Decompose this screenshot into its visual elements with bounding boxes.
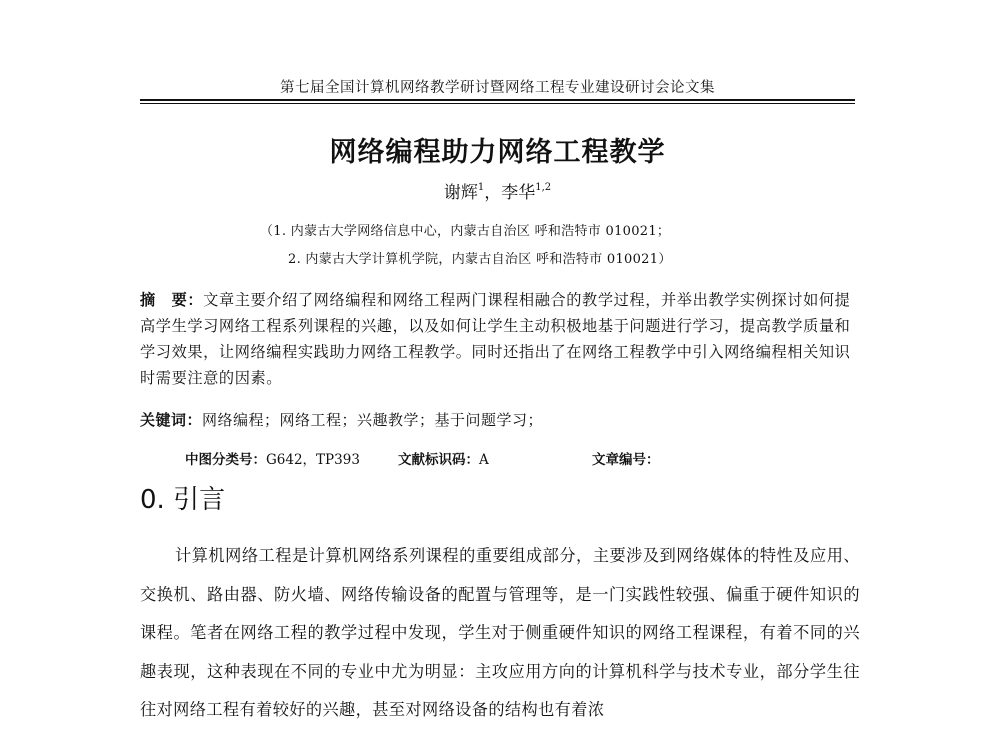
article-number [592,448,660,468]
keywords-label: 关键词： [140,411,203,429]
author-affiliation-mark: 1,2 [535,182,552,193]
author-affiliation-mark: 1 [477,182,485,193]
clc-label: 中图分类号： [185,452,266,468]
affiliation-line: 2. 内蒙古大学计算机学院，内蒙古自治区 呼和浩特市 010021） [288,252,672,267]
paper-title: 网络编程助力网络工程教学 [329,137,666,168]
abstract-label: 摘 要： [140,291,204,309]
author-separator: ， [484,183,502,203]
doc-value: A [479,452,489,468]
header-rule-thin [140,103,855,104]
header-rule-thick [140,99,855,101]
clc-value: G642，TP393 [266,452,360,468]
doc-label: 文献标识码： [398,452,479,468]
author-name: 李华 [501,183,536,203]
author-name: 谢辉 [443,183,478,203]
author-line [140,178,855,203]
document-code [398,448,489,468]
affiliation-line: （1. 内蒙古大学网络信息中心，内蒙古自治区 呼和浩特市 010021； [260,224,671,239]
section-body: 计算机网络工程是计算机网络系列课程的重要组成部分，主要涉及到网络媒体的特性及应用、交换机、路由器、防火墙、网络传输设备的配置与管理等，是一门实践性较强、偏重于硬件知识的课程。笔者在网络工程的教学过程中发现，学生对于侧重硬件知识的网络工程课程，有着不同的兴趣表现，这种表现在不同的专业中尤为明显：主攻应用方向的计算机科学与技术专业，部分学生往往对网络工程有着较好的兴趣，甚至对网络设备的结构也有着浓 [140,546,860,719]
clc-code [185,448,360,468]
keywords-text: 网络编程；网络工程；兴趣教学；基于问题学习； [202,411,544,429]
abstract [140,287,860,391]
keywords [140,409,860,430]
running-header: 第七届全国计算机网络教学研讨暨网络工程专业建设研讨会论文集 [280,80,715,96]
classification-line [185,448,825,468]
section-heading: 0. 引言 [140,485,226,515]
article-label: 文章编号： [592,452,660,468]
abstract-text: 文章主要介绍了网络编程和网络工程两门课程相融合的教学过程，并举出教学实例探讨如何提高学生学习网络工程系列课程的兴趣，以及如何让学生主动积极地基于问题进行学习，提高教学质量和学习效果，让网络编程实践助力网络工程教学。同时还指出了在网络工程教学中引入网络编程相关知识时需要注意的因素。 [140,291,851,387]
